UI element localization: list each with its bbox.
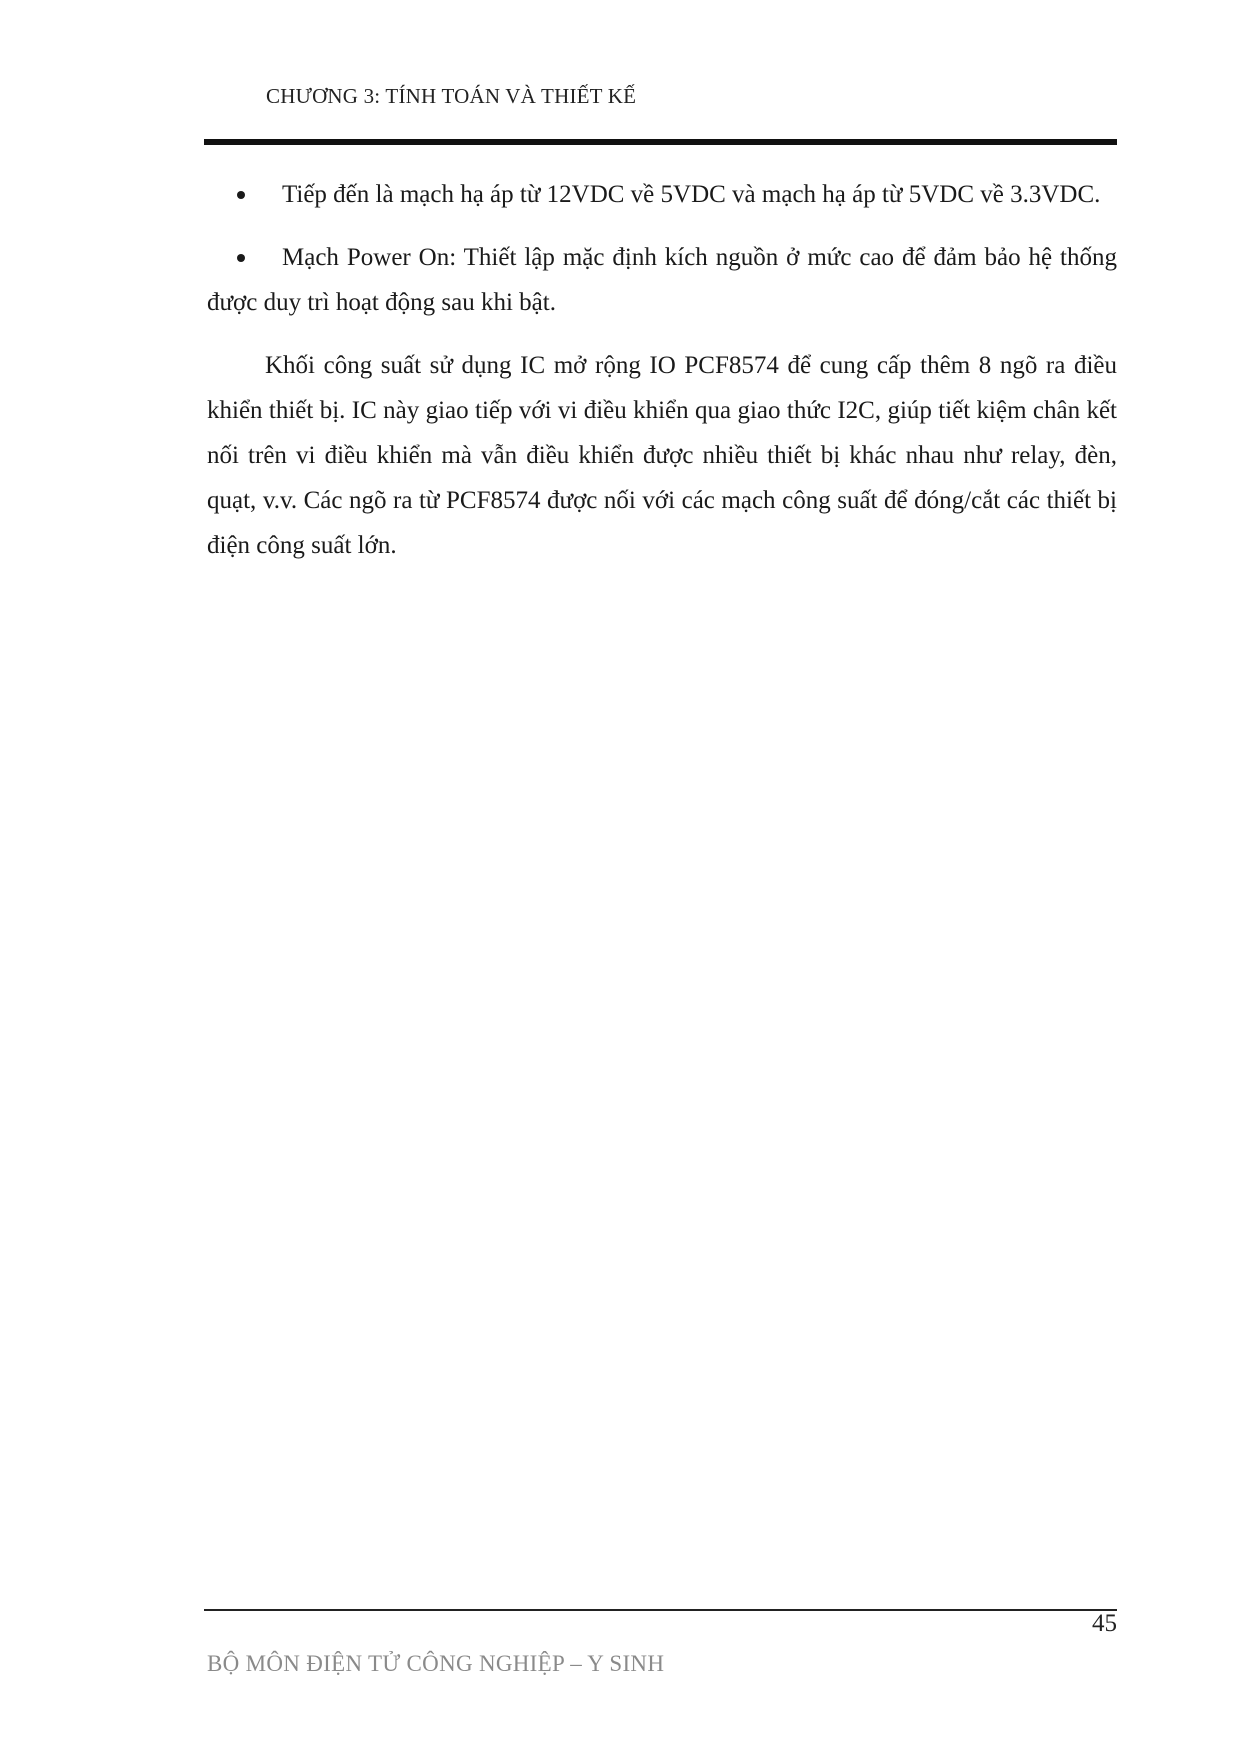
footer-department: BỘ MÔN ĐIỆN TỬ CÔNG NGHIỆP – Y SINH: [207, 1651, 665, 1676]
chapter-title: CHƯƠNG 3: TÍNH TOÁN VÀ THIẾT KẾ: [266, 84, 637, 108]
body-paragraph: Khối công suất sử dụng IC mở rộng IO PCF8574 để cung cấp thêm 8 ngõ ra điều khiển thiết bị. IC này giao tiếp với vi điều khiển qua giao thức I2C, giúp tiết kiệm chân kết nối trên vi điều khiển mà vẫn điều khiển được nhiều thiết bị khác nhau như relay, đèn, quạt, v.v. Các ngõ ra từ PCF8574 được nối với các mạch công suất để đóng/cắt các thiết bị điện công suất lớn.: [207, 352, 1117, 559]
bullet-item: [207, 172, 1117, 217]
bullet-text: Tiếp đến là mạch hạ áp từ 12VDC về 5VDC và mạch hạ áp từ 5VDC về 3.3VDC.: [282, 181, 1101, 208]
bullet-text: Mạch Power On: Thiết lập mặc định kích nguồn ở mức cao để đảm bảo hệ thống được duy trì hoạt động sau khi bật.: [207, 244, 1117, 316]
bullet-dot-icon: [237, 191, 245, 199]
bullet-item: [207, 235, 1117, 325]
header-rule: [204, 139, 1117, 145]
page-number: 45: [1092, 1610, 1117, 1637]
page-content: [207, 172, 1117, 568]
footer-rule: [204, 1609, 1117, 1611]
bullet-dot-icon: [237, 254, 245, 262]
